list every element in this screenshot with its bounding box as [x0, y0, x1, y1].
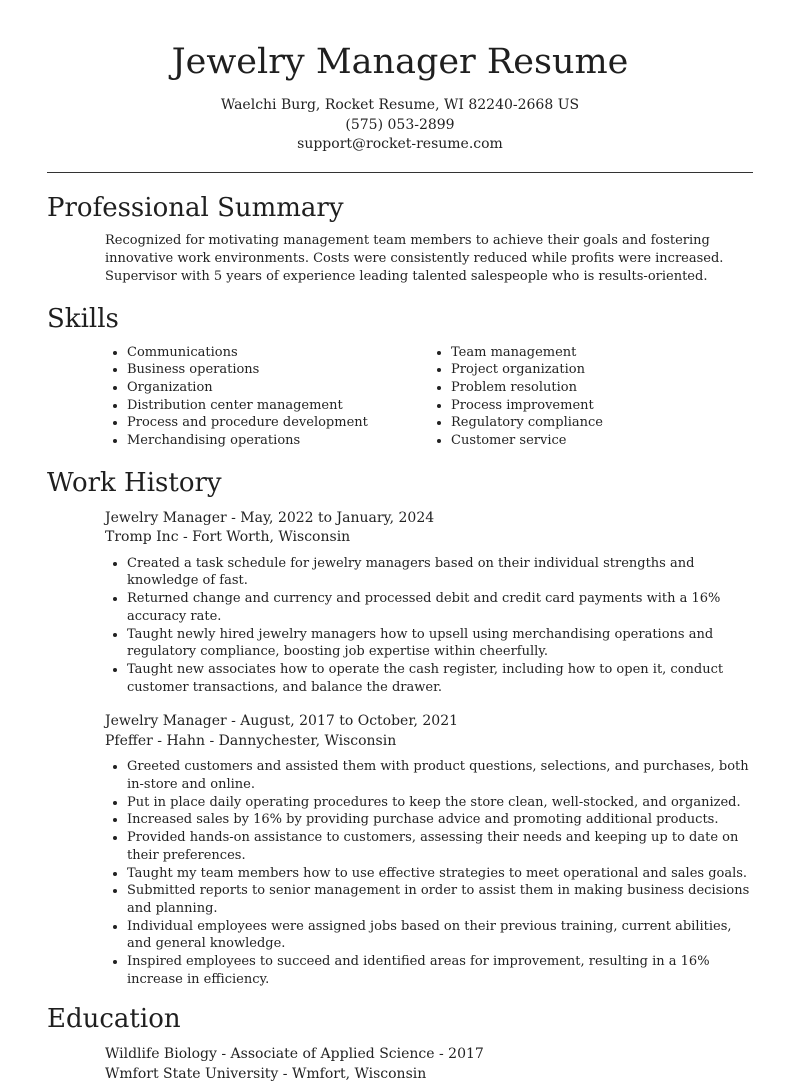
job-company-line: Pfeffer - Hahn - Dannychester, Wisconsin — [105, 732, 397, 749]
skill-item: • Customer service — [451, 432, 753, 450]
job-bullet: • Returned change and currency and processed debit and credit card payments with a 16% accuracy rate. — [127, 590, 753, 625]
job-bullet: • Greeted customers and assisted them with product questions, selections, and purchases, both in-store and online. — [127, 758, 753, 793]
job-bullets — [105, 758, 753, 988]
skill-item: • Process improvement — [451, 397, 753, 415]
resume-title: Jewelry Manager Resume — [171, 42, 629, 82]
contact-email[interactable]: support@rocket-resume.com — [297, 136, 503, 152]
header-divider — [47, 172, 753, 173]
skill-item: • Distribution center management — [127, 397, 429, 415]
section-title-work-history: Work History — [47, 467, 222, 498]
section-title-summary: Professional Summary — [47, 192, 344, 223]
skill-item: • Communications — [127, 344, 429, 362]
skill-item: • Regulatory compliance — [451, 414, 753, 432]
skills-column-right — [429, 344, 753, 450]
job-title-line: Jewelry Manager - August, 2017 to October, 2021 — [105, 713, 459, 730]
education-school-line: Wmfort State University - Wmfort, Wisconsin — [105, 1065, 427, 1082]
skill-item: • Team management — [451, 344, 753, 362]
skill-item: • Problem resolution — [451, 379, 753, 397]
job-bullet: • Taught new associates how to operate the cash register, including how to open it, conduct customer transactions, and balance the drawer. — [127, 661, 753, 696]
summary-text: Recognized for motivating management team members to achieve their goals and fostering innovative work environments. Costs were consistently reduced while profits were increased. Supervisor with 5 years of experience leading talented salespeople who is results-oriented. — [105, 232, 724, 284]
education-entry — [105, 1045, 753, 1084]
job-entry — [105, 509, 753, 697]
contact-phone: (575) 053-2899 — [345, 116, 455, 133]
job-bullet: • Submitted reports to senior management in order to assist them in making business decisions and planning. — [127, 882, 753, 917]
resume-page — [47, 0, 753, 1084]
job-title-line: Jewelry Manager - May, 2022 to January, 2024 — [105, 509, 435, 526]
skill-item: • Process and procedure development — [127, 414, 429, 432]
job-bullet: • Individual employees were assigned jobs based on their previous training, current abilities, and general knowledge. — [127, 918, 753, 953]
job-bullet: • Put in place daily operating procedures to keep the store clean, well-stocked, and organized. — [127, 794, 753, 812]
education-degree-line: Wildlife Biology - Associate of Applied Science - 2017 — [105, 1046, 484, 1063]
job-entry — [105, 712, 753, 988]
skill-item: • Business operations — [127, 361, 429, 379]
resume-header — [47, 0, 753, 155]
skills-column-left — [105, 344, 429, 450]
contact-address: Waelchi Burg, Rocket Resume, WI 82240-2668 US — [220, 97, 580, 113]
skills-list — [105, 344, 753, 450]
job-bullet: • Increased sales by 16% by providing purchase advice and promoting additional products. — [127, 811, 753, 829]
job-bullet: • Provided hands-on assistance to customers, assessing their needs and keeping up to date on their preferences. — [127, 829, 753, 864]
section-title-skills: Skills — [47, 303, 119, 334]
job-bullet: • Inspired employees to succeed and identified areas for improvement, resulting in a 16% increase in efficiency. — [127, 953, 753, 988]
skill-item: • Organization — [127, 379, 429, 397]
job-bullets — [105, 555, 753, 697]
job-company-line: Tromp Inc - Fort Worth, Wisconsin — [105, 529, 351, 546]
section-title-education: Education — [47, 1004, 181, 1035]
job-bullet: • Created a task schedule for jewelry managers based on their individual strengths and knowledge of fast. — [127, 555, 753, 590]
job-bullet: • Taught newly hired jewelry managers how to upsell using merchandising operations and regulatory compliance, boosting job expertise within cheerfully. — [127, 626, 753, 661]
job-bullet: • Taught my team members how to use effective strategies to meet operational and sales goals. — [127, 865, 753, 883]
skill-item: • Project organization — [451, 361, 753, 379]
skill-item: • Merchandising operations — [127, 432, 429, 450]
